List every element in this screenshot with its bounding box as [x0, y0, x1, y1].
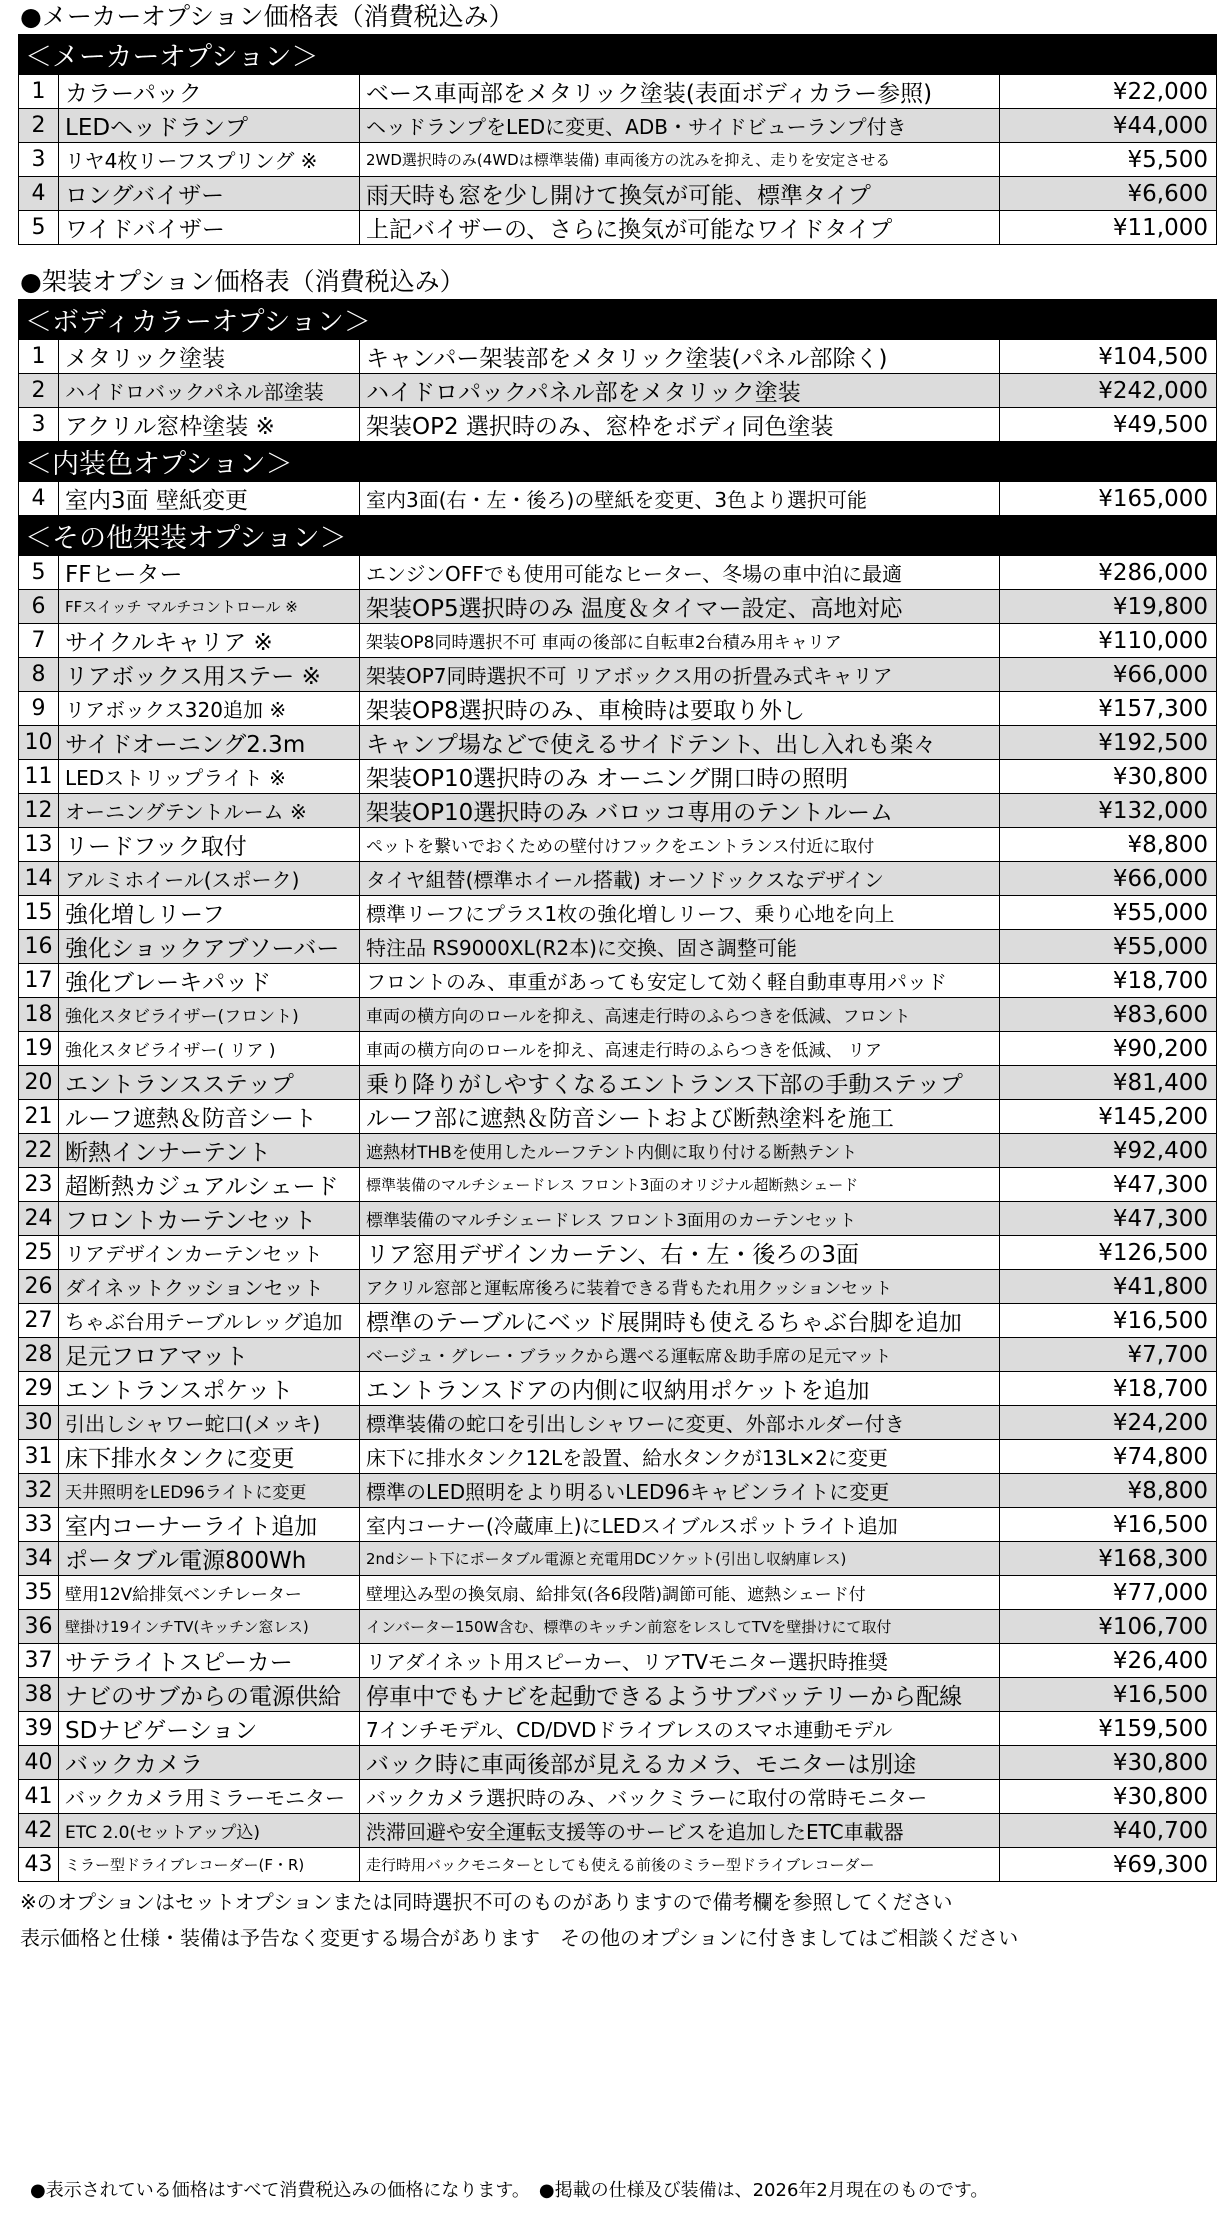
option-description: タイヤ組替(標準ホイール搭載) オーソドックスなデザイン [360, 862, 1000, 896]
option-row [19, 374, 1217, 408]
option-number: 15 [19, 896, 59, 930]
section-header-row [19, 300, 1217, 340]
option-price: ¥8,800 [1000, 1474, 1217, 1508]
option-row [19, 75, 1217, 109]
option-price: ¥18,700 [1000, 964, 1217, 998]
option-price: ¥7,700 [1000, 1338, 1217, 1372]
maker-options-table [18, 34, 1217, 245]
option-price: ¥8,800 [1000, 828, 1217, 862]
option-description: ベージュ・グレー・ブラックから選べる運転席＆助手席の足元マット [360, 1338, 1000, 1372]
option-description: 標準のテーブルにベッド展開時も使えるちゃぶ台脚を追加 [360, 1304, 1000, 1338]
option-price: ¥81,400 [1000, 1066, 1217, 1100]
option-name: リードフック取付 [59, 828, 360, 862]
option-description: 室内3面(右・左・後ろ)の壁紙を変更、3色より選択可能 [360, 482, 1000, 516]
option-price: ¥92,400 [1000, 1134, 1217, 1168]
option-row [19, 1406, 1217, 1440]
option-name: ハイドロバックパネル部塗装 [59, 374, 360, 408]
option-price: ¥47,300 [1000, 1202, 1217, 1236]
option-name: ダイネットクッションセット [59, 1270, 360, 1304]
option-price: ¥157,300 [1000, 692, 1217, 726]
option-name: サイドオーニング2.3m [59, 726, 360, 760]
option-number: 1 [19, 340, 59, 374]
option-description: 停車中でもナビを起動できるようサブバッテリーから配線 [360, 1678, 1000, 1712]
option-description: 走行時用バックモニターとしても使える前後のミラー型ドライブレコーダー [360, 1848, 1000, 1882]
option-price: ¥55,000 [1000, 930, 1217, 964]
option-price: ¥66,000 [1000, 658, 1217, 692]
option-price: ¥110,000 [1000, 624, 1217, 658]
option-price: ¥49,500 [1000, 408, 1217, 442]
option-number: 23 [19, 1168, 59, 1202]
option-name: フロントカーテンセット [59, 1202, 360, 1236]
option-description: 壁埋込み型の換気扇、給排気(各6段階)調節可能、遮熱シェード付 [360, 1576, 1000, 1610]
option-row [19, 1032, 1217, 1066]
option-row [19, 658, 1217, 692]
option-row [19, 794, 1217, 828]
option-price: ¥83,600 [1000, 998, 1217, 1032]
option-number: 28 [19, 1338, 59, 1372]
option-row [19, 862, 1217, 896]
option-price: ¥165,000 [1000, 482, 1217, 516]
option-name: 強化スタビライザー(フロント) [59, 998, 360, 1032]
option-name: メタリック塗装 [59, 340, 360, 374]
option-description: 架装OP8選択時のみ、車検時は要取り外し [360, 692, 1000, 726]
option-row [19, 1236, 1217, 1270]
interior-color-section-title: ＜内装色オプション＞ [19, 442, 1217, 482]
section-header-row [19, 442, 1217, 482]
option-price: ¥22,000 [1000, 75, 1217, 109]
option-price: ¥40,700 [1000, 1814, 1217, 1848]
option-description: アクリル窓部と運転席後ろに装着できる背もたれ用クッションセット [360, 1270, 1000, 1304]
option-number: 22 [19, 1134, 59, 1168]
body-color-section-title: ＜ボディカラーオプション＞ [19, 300, 1217, 340]
option-name: 強化ショックアブソーバー [59, 930, 360, 964]
option-number: 42 [19, 1814, 59, 1848]
option-name: オーニングテントルーム ※ [59, 794, 360, 828]
option-description: 車両の横方向のロールを抑え、高速走行時のふらつきを低減、フロント [360, 998, 1000, 1032]
option-description: 架装OP7同時選択不可 リアボックス用の折畳み式キャリア [360, 658, 1000, 692]
option-price: ¥286,000 [1000, 556, 1217, 590]
option-number: 17 [19, 964, 59, 998]
option-number: 5 [19, 556, 59, 590]
price-sheet [18, 0, 1216, 1956]
option-name: エントランスポケット [59, 1372, 360, 1406]
option-row [19, 1202, 1217, 1236]
option-description: 上記バイザーの、さらに換気が可能なワイドタイプ [360, 211, 1000, 245]
option-row [19, 1066, 1217, 1100]
footer-note: ●表示されている価格はすべて消費税込みの価格になります。 ●掲載の仕様及び装備は、2026年2月現在のものです。 [30, 2180, 989, 2201]
option-price: ¥30,800 [1000, 1746, 1217, 1780]
option-description: 2ndシート下にポータブル電源と充電用DCソケット(引出し収納庫レス) [360, 1542, 1000, 1576]
option-description: 渋滞回避や安全運転支援等のサービスを追加したETC車載器 [360, 1814, 1000, 1848]
option-price: ¥66,000 [1000, 862, 1217, 896]
option-number: 21 [19, 1100, 59, 1134]
option-row [19, 760, 1217, 794]
option-row [19, 109, 1217, 143]
option-price: ¥69,300 [1000, 1848, 1217, 1882]
option-number: 9 [19, 692, 59, 726]
option-description: ハイドロパックパネル部をメタリック塗装 [360, 374, 1000, 408]
option-name: LEDストリップライト ※ [59, 760, 360, 794]
note-asterisk: ※のオプションはセットオプションまたは同時選択不可のものがありますので備考欄を参照してください [20, 1890, 953, 1914]
option-name: サテライトスピーカー [59, 1644, 360, 1678]
option-name: 壁掛け19インチTV(キッチン窓レス) [59, 1610, 360, 1644]
option-number: 5 [19, 211, 59, 245]
option-price: ¥132,000 [1000, 794, 1217, 828]
option-number: 29 [19, 1372, 59, 1406]
option-row [19, 177, 1217, 211]
option-name: 強化ブレーキパッド [59, 964, 360, 998]
option-number: 36 [19, 1610, 59, 1644]
option-name: 超断熱カジュアルシェード [59, 1168, 360, 1202]
option-description: バック時に車両後部が見えるカメラ、モニターは別途 [360, 1746, 1000, 1780]
option-price: ¥126,500 [1000, 1236, 1217, 1270]
option-row [19, 964, 1217, 998]
option-row [19, 1780, 1217, 1814]
option-price: ¥145,200 [1000, 1100, 1217, 1134]
option-row [19, 1746, 1217, 1780]
option-number: 34 [19, 1542, 59, 1576]
option-price: ¥47,300 [1000, 1168, 1217, 1202]
option-name: 足元フロアマット [59, 1338, 360, 1372]
maker-options-heading: ●メーカーオプション価格表（消費税込み） [20, 2, 514, 31]
option-number: 13 [19, 828, 59, 862]
option-description: 架装OP5選択時のみ 温度＆タイマー設定、高地対応 [360, 590, 1000, 624]
option-number: 3 [19, 143, 59, 177]
option-description: リアダイネット用スピーカー、リアTVモニター選択時推奨 [360, 1644, 1000, 1678]
option-price: ¥19,800 [1000, 590, 1217, 624]
option-price: ¥242,000 [1000, 374, 1217, 408]
option-row [19, 1644, 1217, 1678]
option-name: ルーフ遮熱＆防音シート [59, 1100, 360, 1134]
option-description: 2WD選択時のみ(4WDは標準装備) 車両後方の沈みを抑え、走りを安定させる [360, 143, 1000, 177]
option-price: ¥74,800 [1000, 1440, 1217, 1474]
option-description: 架装OP10選択時のみ バロッコ専用のテントルーム [360, 794, 1000, 828]
option-number: 2 [19, 109, 59, 143]
option-row [19, 1678, 1217, 1712]
option-row [19, 1100, 1217, 1134]
option-name: FFヒーター [59, 556, 360, 590]
option-number: 32 [19, 1474, 59, 1508]
option-number: 18 [19, 998, 59, 1032]
option-number: 3 [19, 408, 59, 442]
option-price: ¥168,300 [1000, 1542, 1217, 1576]
option-row [19, 1542, 1217, 1576]
option-name: アルミホイール(スポーク) [59, 862, 360, 896]
body-options-heading: ●架装オプション価格表（消費税込み） [20, 267, 465, 296]
option-name: 強化スタビライザー( リア ) [59, 1032, 360, 1066]
option-name: 室内コーナーライト追加 [59, 1508, 360, 1542]
body-options-body [19, 300, 1217, 1882]
option-name: 壁用12V給排気ベンチレーター [59, 1576, 360, 1610]
option-number: 4 [19, 482, 59, 516]
option-number: 16 [19, 930, 59, 964]
option-description: フロントのみ、車重があっても安定して効く軽自動車専用パッド [360, 964, 1000, 998]
option-row [19, 482, 1217, 516]
option-number: 12 [19, 794, 59, 828]
option-name: FFスイッチ マルチコントロール ※ [59, 590, 360, 624]
option-price: ¥90,200 [1000, 1032, 1217, 1066]
option-name: ミラー型ドライブレコーダー(F・R) [59, 1848, 360, 1882]
option-number: 39 [19, 1712, 59, 1746]
option-number: 41 [19, 1780, 59, 1814]
option-row [19, 1814, 1217, 1848]
option-description: 架装OP2 選択時のみ、窓枠をボディ同色塗装 [360, 408, 1000, 442]
option-row [19, 1338, 1217, 1372]
option-price: ¥104,500 [1000, 340, 1217, 374]
option-description: 標準のLED照明をより明るいLED96キャビンライトに変更 [360, 1474, 1000, 1508]
option-name: バックカメラ用ミラーモニター [59, 1780, 360, 1814]
option-number: 7 [19, 624, 59, 658]
option-price: ¥30,800 [1000, 1780, 1217, 1814]
option-name: SDナビゲーション [59, 1712, 360, 1746]
option-number: 8 [19, 658, 59, 692]
option-row [19, 1270, 1217, 1304]
section-header-row [19, 35, 1217, 75]
option-number: 14 [19, 862, 59, 896]
option-price: ¥30,800 [1000, 760, 1217, 794]
option-name: ロングバイザー [59, 177, 360, 211]
option-row [19, 692, 1217, 726]
option-number: 10 [19, 726, 59, 760]
option-name: 室内3面 壁紙変更 [59, 482, 360, 516]
option-description: 特注品 RS9000XL(R2本)に交換、固さ調整可能 [360, 930, 1000, 964]
option-name: カラーパック [59, 75, 360, 109]
option-row [19, 1508, 1217, 1542]
option-name: ポータブル電源800Wh [59, 1542, 360, 1576]
option-row [19, 1474, 1217, 1508]
option-number: 27 [19, 1304, 59, 1338]
option-row [19, 624, 1217, 658]
option-name: 断熱インナーテント [59, 1134, 360, 1168]
maker-section-title: ＜メーカーオプション＞ [19, 35, 1217, 75]
option-price: ¥16,500 [1000, 1304, 1217, 1338]
option-description: ヘッドランプをLEDに変更、ADB・サイドビューランプ付き [360, 109, 1000, 143]
option-name: ワイドバイザー [59, 211, 360, 245]
option-row [19, 1610, 1217, 1644]
option-number: 26 [19, 1270, 59, 1304]
option-number: 37 [19, 1644, 59, 1678]
option-name: ナビのサブからの電源供給 [59, 1678, 360, 1712]
section-header-row [19, 516, 1217, 556]
option-name: リヤ4枚リーフスプリング ※ [59, 143, 360, 177]
option-name: 強化増しリーフ [59, 896, 360, 930]
option-row [19, 1848, 1217, 1882]
option-name: エントランスステップ [59, 1066, 360, 1100]
option-description: キャンプ場などで使えるサイドテント、出し入れも楽々 [360, 726, 1000, 760]
option-row [19, 556, 1217, 590]
note-price-change: 表示価格と仕様・装備は予告なく変更する場合があります その他のオプションに付きましてはご相談ください [20, 1926, 1019, 1950]
option-name: バックカメラ [59, 1746, 360, 1780]
option-name: ちゃぶ台用テーブルレッグ追加 [59, 1304, 360, 1338]
option-description: 車両の横方向のロールを抑え、高速走行時のふらつきを低減、 リア [360, 1032, 1000, 1066]
option-row [19, 930, 1217, 964]
option-row [19, 211, 1217, 245]
option-number: 43 [19, 1848, 59, 1882]
option-name: 床下排水タンクに変更 [59, 1440, 360, 1474]
option-row [19, 1576, 1217, 1610]
option-description: 遮熱材THBを使用したルーフテント内側に取り付ける断熱テント [360, 1134, 1000, 1168]
option-description: ルーフ部に遮熱＆防音シートおよび断熱塗料を施工 [360, 1100, 1000, 1134]
option-number: 31 [19, 1440, 59, 1474]
option-number: 40 [19, 1746, 59, 1780]
option-number: 11 [19, 760, 59, 794]
option-number: 30 [19, 1406, 59, 1440]
option-row [19, 143, 1217, 177]
option-name: リアボックス320追加 ※ [59, 692, 360, 726]
option-number: 4 [19, 177, 59, 211]
option-number: 20 [19, 1066, 59, 1100]
option-price: ¥16,500 [1000, 1508, 1217, 1542]
option-row [19, 1134, 1217, 1168]
option-description: インバーター150W含む、標準のキッチン前窓をレスしてTVを壁掛けにて取付 [360, 1610, 1000, 1644]
option-row [19, 1304, 1217, 1338]
option-description: 標準装備のマルチシェードレス フロント3面用のカーテンセット [360, 1202, 1000, 1236]
option-price: ¥11,000 [1000, 211, 1217, 245]
option-name: LEDヘッドランプ [59, 109, 360, 143]
option-description: ベース車両部をメタリック塗装(表面ボディカラー参照) [360, 75, 1000, 109]
option-number: 25 [19, 1236, 59, 1270]
option-price: ¥159,500 [1000, 1712, 1217, 1746]
option-description: 標準装備の蛇口を引出しシャワーに変更、外部ホルダー付き [360, 1406, 1000, 1440]
option-description: 架装OP8同時選択不可 車両の後部に自転車2台積み用キャリア [360, 624, 1000, 658]
option-number: 6 [19, 590, 59, 624]
option-name: リアデザインカーテンセット [59, 1236, 360, 1270]
option-description: 7インチモデル、CD/DVDドライブレスのスマホ連動モデル [360, 1712, 1000, 1746]
option-description: 雨天時も窓を少し開けて換気が可能、標準タイプ [360, 177, 1000, 211]
maker-options-body [19, 35, 1217, 245]
option-price: ¥192,500 [1000, 726, 1217, 760]
option-number: 24 [19, 1202, 59, 1236]
option-description: 乗り降りがしやすくなるエントランス下部の手動ステップ [360, 1066, 1000, 1100]
option-description: ペットを繋いでおくための壁付けフックをエントランス付近に取付 [360, 828, 1000, 862]
option-row [19, 1372, 1217, 1406]
option-name: サイクルキャリア ※ [59, 624, 360, 658]
other-options-section-title: ＜その他架装オプション＞ [19, 516, 1217, 556]
option-row [19, 998, 1217, 1032]
option-number: 2 [19, 374, 59, 408]
body-options-table [18, 299, 1217, 1882]
option-name: ETC 2.0(セットアップ込) [59, 1814, 360, 1848]
option-price: ¥41,800 [1000, 1270, 1217, 1304]
option-number: 19 [19, 1032, 59, 1066]
option-row [19, 1712, 1217, 1746]
option-number: 38 [19, 1678, 59, 1712]
option-name: 天井照明をLED96ライトに変更 [59, 1474, 360, 1508]
option-description: 架装OP10選択時のみ オーニング開口時の照明 [360, 760, 1000, 794]
option-name: リアボックス用ステー ※ [59, 658, 360, 692]
option-price: ¥55,000 [1000, 896, 1217, 930]
option-row [19, 590, 1217, 624]
option-price: ¥5,500 [1000, 143, 1217, 177]
option-description: キャンパー架装部をメタリック塗装(パネル部除く) [360, 340, 1000, 374]
option-description: エントランスドアの内側に収納用ポケットを追加 [360, 1372, 1000, 1406]
option-price: ¥26,400 [1000, 1644, 1217, 1678]
option-row [19, 408, 1217, 442]
option-price: ¥24,200 [1000, 1406, 1217, 1440]
option-price: ¥18,700 [1000, 1372, 1217, 1406]
option-price: ¥16,500 [1000, 1678, 1217, 1712]
option-name: 引出しシャワー蛇口(メッキ) [59, 1406, 360, 1440]
option-description: 標準装備のマルチシェードレス フロント3面のオリジナル超断熱シェード [360, 1168, 1000, 1202]
option-row [19, 1168, 1217, 1202]
option-description: バックカメラ選択時のみ、バックミラーに取付の常時モニター [360, 1780, 1000, 1814]
option-row [19, 828, 1217, 862]
option-description: エンジンOFFでも使用可能なヒーター、冬場の車中泊に最適 [360, 556, 1000, 590]
option-row [19, 726, 1217, 760]
option-description: 室内コーナー(冷蔵庫上)にLEDスイブルスポットライト追加 [360, 1508, 1000, 1542]
option-description: 床下に排水タンク12Lを設置、給水タンクが13L×2に変更 [360, 1440, 1000, 1474]
option-description: リア窓用デザインカーテン、右・左・後ろの3面 [360, 1236, 1000, 1270]
option-number: 33 [19, 1508, 59, 1542]
option-row [19, 340, 1217, 374]
option-number: 35 [19, 1576, 59, 1610]
option-name: アクリル窓枠塗装 ※ [59, 408, 360, 442]
option-price: ¥106,700 [1000, 1610, 1217, 1644]
option-price: ¥77,000 [1000, 1576, 1217, 1610]
option-description: 標準リーフにプラス1枚の強化増しリーフ、乗り心地を向上 [360, 896, 1000, 930]
option-price: ¥6,600 [1000, 177, 1217, 211]
option-row [19, 1440, 1217, 1474]
option-row [19, 896, 1217, 930]
option-number: 1 [19, 75, 59, 109]
option-price: ¥44,000 [1000, 109, 1217, 143]
